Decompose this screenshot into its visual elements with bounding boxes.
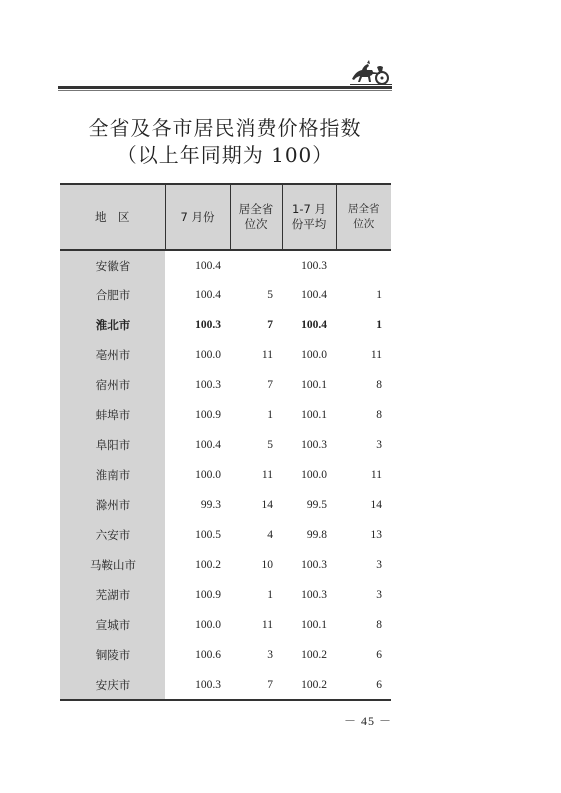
header-july: 7 月份 <box>165 184 230 250</box>
july-rank-cell: 4 <box>267 529 273 541</box>
avg-rank-cell: 8 <box>376 619 382 631</box>
table-row <box>60 280 391 310</box>
avg-rank-cell: 14 <box>370 499 382 511</box>
table-row <box>60 430 391 460</box>
header-july-rank: 居全省位次 <box>230 184 282 250</box>
july-rank-cell: 11 <box>261 349 273 361</box>
page-number: － 45 － <box>343 714 392 728</box>
july-rank-cell: 7 <box>267 379 273 391</box>
table-row <box>60 400 391 430</box>
avg-value-cell: 99.8 <box>306 529 327 541</box>
avg-rank-cell: 3 <box>376 439 382 451</box>
region-cell: 滁州市 <box>60 490 165 520</box>
header-region: 地 区 <box>60 184 165 250</box>
cpi-table <box>60 183 391 701</box>
region-cell: 安庆市 <box>60 670 165 700</box>
avg-rank-cell: 11 <box>370 469 382 481</box>
avg-rank-cell: 1 <box>376 319 382 331</box>
header-rule-thin <box>58 90 392 91</box>
region-cell: 芜湖市 <box>60 580 165 610</box>
region-cell: 阜阳市 <box>60 430 165 460</box>
july-value-cell: 100.3 <box>195 379 221 391</box>
july-rank-cell: 3 <box>267 649 273 661</box>
avg-value-cell: 100.3 <box>301 439 327 451</box>
table-row <box>60 640 391 670</box>
avg-value-cell: 100.2 <box>282 670 336 700</box>
table-row <box>60 250 391 280</box>
july-rank-cell: 10 <box>261 559 273 571</box>
july-rank-cell: 5 <box>267 289 273 301</box>
avg-value-cell: 100.3 <box>301 259 327 272</box>
avg-rank-cell: 13 <box>370 529 382 541</box>
region-cell: 宿州市 <box>60 370 165 400</box>
july-value-cell: 100.4 <box>195 439 221 451</box>
table-row <box>60 340 391 370</box>
july-rank-cell: 11 <box>261 469 273 481</box>
table-row <box>60 460 391 490</box>
july-value-cell: 100.0 <box>195 619 221 631</box>
region-cell: 合肥市 <box>60 280 165 310</box>
avg-rank-cell: 3 <box>376 589 382 601</box>
avg-rank-cell: 6 <box>376 649 382 661</box>
avg-value-cell: 100.1 <box>301 379 327 391</box>
table-row <box>60 490 391 520</box>
july-value-cell: 100.0 <box>195 469 221 481</box>
july-value-cell: 100.3 <box>195 319 221 331</box>
avg-rank-cell: 3 <box>376 559 382 571</box>
region-cell: 亳州市 <box>60 340 165 370</box>
avg-value-cell: 100.4 <box>301 319 327 331</box>
july-value-cell: 100.9 <box>195 589 221 601</box>
region-cell: 淮南市 <box>60 460 165 490</box>
july-rank-cell: 7 <box>267 319 273 331</box>
july-value-cell: 100.6 <box>195 649 221 661</box>
july-value-cell: 100.2 <box>195 559 221 571</box>
avg-value-cell: 100.0 <box>301 469 327 481</box>
july-rank-cell: 1 <box>267 589 273 601</box>
avg-value-cell: 100.2 <box>301 649 327 661</box>
region-cell: 淮北市 <box>60 310 165 340</box>
july-value-cell: 100.9 <box>195 409 221 421</box>
header-rule <box>58 86 392 89</box>
avg-value-cell: 100.0 <box>301 349 327 361</box>
region-cell: 安徽省 <box>60 250 165 280</box>
avg-rank-cell: 1 <box>376 289 382 301</box>
july-rank-cell: 14 <box>261 499 273 511</box>
region-cell: 铜陵市 <box>60 640 165 670</box>
region-cell: 马鞍山市 <box>60 550 165 580</box>
july-rank-cell <box>230 250 282 280</box>
header-avg: 1-7 月份平均 <box>282 184 336 250</box>
region-cell: 六安市 <box>60 520 165 550</box>
july-value-cell: 99.3 <box>200 499 221 511</box>
july-value-cell: 100.3 <box>165 670 230 700</box>
table-row <box>60 580 391 610</box>
avg-rank-cell: 8 <box>376 379 382 391</box>
table-row <box>60 310 391 340</box>
avg-value-cell: 100.1 <box>301 409 327 421</box>
july-value-cell: 100.4 <box>195 289 221 301</box>
july-value-cell: 100.4 <box>195 259 221 272</box>
region-cell: 蚌埠市 <box>60 400 165 430</box>
page-title: 全省及各市居民消费价格指数 <box>88 116 362 140</box>
july-value-cell: 100.5 <box>195 529 221 541</box>
table-row <box>60 370 391 400</box>
avg-rank-cell: 6 <box>336 670 391 700</box>
header-avg-rank: 居全省位次 <box>336 184 391 250</box>
table-row <box>60 550 391 580</box>
table-header-row <box>60 184 391 250</box>
horse-chariot-icon <box>350 57 392 87</box>
avg-value-cell: 100.4 <box>301 289 327 301</box>
july-rank-cell: 11 <box>261 619 273 631</box>
avg-value-cell: 100.1 <box>301 619 327 631</box>
avg-rank-cell: 11 <box>370 349 382 361</box>
july-rank-cell: 1 <box>267 409 273 421</box>
july-rank-cell: 7 <box>230 670 282 700</box>
avg-value-cell: 100.3 <box>301 589 327 601</box>
table-row <box>60 610 391 640</box>
july-rank-cell: 5 <box>267 439 273 451</box>
avg-value-cell: 100.3 <box>301 559 327 571</box>
july-value-cell: 100.0 <box>195 349 221 361</box>
region-cell: 宣城市 <box>60 610 165 640</box>
table-row <box>60 520 391 550</box>
avg-rank-cell <box>336 250 391 280</box>
avg-value-cell: 99.5 <box>306 499 327 511</box>
page-subtitle: （以上年同期为 100） <box>116 143 334 167</box>
avg-rank-cell: 8 <box>376 409 382 421</box>
table-row <box>60 670 391 700</box>
